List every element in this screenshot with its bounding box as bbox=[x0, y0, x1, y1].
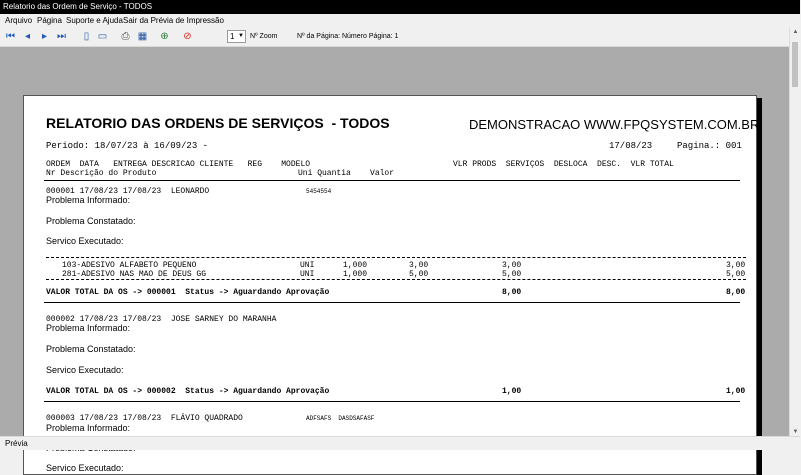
item-total: 3,00 bbox=[726, 261, 746, 270]
single-page-icon[interactable]: ▯ bbox=[83, 31, 90, 42]
scrollbar-thumb[interactable] bbox=[792, 42, 798, 87]
report-page bbox=[23, 95, 760, 475]
zoom-label: Nº Zoom bbox=[250, 33, 278, 40]
page-number-label: Nº da Página: Número Página: 1 bbox=[297, 33, 399, 40]
close-preview-icon[interactable]: ⊘ bbox=[183, 31, 192, 42]
column-header-2: Nr Descrição do Produto bbox=[46, 169, 157, 178]
problema-informado-label: Problema Informado: bbox=[46, 323, 131, 333]
item-val: 3,00 bbox=[409, 261, 429, 270]
problema-informado-label: Problema Informado: bbox=[46, 195, 131, 205]
items-divider-bottom bbox=[46, 279, 746, 280]
item-desc: 103-ADESIVO ALFABETO PEQUENO bbox=[62, 261, 197, 270]
scroll-up-icon[interactable]: ▲ bbox=[792, 29, 799, 35]
column-header-1: ORDEM DATA ENTREGA DESCRICAO CLIENTE REG MODELO bbox=[46, 160, 311, 169]
status-text: Prévia bbox=[5, 439, 28, 448]
item-prods: 3,00 bbox=[502, 261, 522, 270]
problema-constatado-label: Problema Constatado: bbox=[46, 344, 136, 354]
order-line: 000003 17/08/23 17/08/23 FLÁVIO QUADRADO bbox=[46, 414, 243, 423]
last-page-icon[interactable]: ⏭ bbox=[57, 31, 66, 42]
zoom-value: 1 bbox=[230, 32, 235, 41]
window-title-bar bbox=[0, 0, 800, 14]
order-sum-total: 1,00 bbox=[726, 387, 746, 396]
order-sum-prods: 8,00 bbox=[502, 288, 522, 297]
column-header-2b: Uni Quantia Valor bbox=[298, 169, 395, 178]
column-header-1b: VLR PRODS SERVIÇOS DESLOCA DESC. VLR TOTAL bbox=[453, 160, 674, 169]
order-line: 000002 17/08/23 17/08/23 JOSE SARNEY DO MARANHA bbox=[46, 315, 277, 324]
menu-arquivo[interactable]: Arquivo bbox=[5, 16, 33, 25]
export-icon[interactable]: ⊕ bbox=[160, 31, 169, 42]
order-line: 000001 17/08/23 17/08/23 LEONARDO bbox=[46, 187, 210, 196]
item-uni: UNI bbox=[300, 270, 315, 279]
report-date: 17/08/23 bbox=[609, 141, 653, 151]
item-qty: 1,000 bbox=[343, 261, 368, 270]
report-page-number: Pagina.: 001 bbox=[677, 141, 742, 151]
order-summary: VALOR TOTAL DA OS -> 000001 Status -> Aguardando Aprovação bbox=[46, 288, 330, 297]
servico-executado-label: Servico Executado: bbox=[46, 236, 124, 246]
problema-constatado-label: Problema Constatado: bbox=[46, 216, 136, 226]
servico-executado-label: Servico Executado: bbox=[46, 365, 124, 375]
item-desc: 281-ADESIVO NAS MAO DE DEUS GG bbox=[62, 270, 207, 279]
order-summary: VALOR TOTAL DA OS -> 000002 Status -> Aguardando Aprovação bbox=[46, 387, 330, 396]
order-sum-total: 8,00 bbox=[726, 288, 746, 297]
company-name: DEMONSTRACAO WWW.FPQSYSTEM.COM.BR bbox=[469, 117, 760, 132]
header-divider bbox=[44, 180, 740, 181]
toolbar bbox=[0, 27, 800, 47]
item-uni: UNI bbox=[300, 261, 315, 270]
order-sum-prods: 1,00 bbox=[502, 387, 522, 396]
menu-bar bbox=[0, 14, 800, 27]
status-bar bbox=[0, 436, 800, 450]
items-divider-top bbox=[46, 257, 746, 258]
servico-executado-label: Servico Executado: bbox=[46, 463, 124, 473]
vertical-scrollbar[interactable] bbox=[789, 28, 800, 436]
printer-icon[interactable]: ⎙ bbox=[121, 31, 130, 42]
item-qty: 1,000 bbox=[343, 270, 368, 279]
previous-page-icon[interactable]: ◂ bbox=[24, 31, 31, 42]
two-pages-icon[interactable]: ▭ bbox=[97, 31, 108, 42]
window-title: Relatorio das Ordem de Serviço - TODOS bbox=[3, 2, 153, 11]
order-divider bbox=[44, 401, 740, 402]
report-period: Periodo: 18/07/23 à 16/09/23 - bbox=[46, 141, 209, 151]
report-title: RELATORIO DAS ORDENS DE SERVIÇOS - TODOS bbox=[46, 115, 390, 131]
chevron-down-icon: ▼ bbox=[238, 33, 244, 39]
order-reg: ADFSAFS DASDSAFASF bbox=[306, 415, 375, 422]
order-divider bbox=[44, 302, 740, 303]
zoom-select[interactable] bbox=[227, 30, 246, 43]
next-page-icon[interactable]: ▸ bbox=[41, 31, 48, 42]
scroll-down-icon[interactable]: ▼ bbox=[792, 429, 799, 435]
item-prods: 5,00 bbox=[502, 270, 522, 279]
order-reg: 5454554 bbox=[306, 188, 332, 195]
item-total: 5,00 bbox=[726, 270, 746, 279]
first-page-icon[interactable]: ⏮ bbox=[6, 31, 15, 42]
page-setup-icon[interactable]: ▦ bbox=[137, 31, 148, 42]
item-val: 5,00 bbox=[409, 270, 429, 279]
problema-informado-label: Problema Informado: bbox=[46, 423, 131, 433]
menu-pagina[interactable]: Página bbox=[37, 16, 62, 25]
menu-suporte-ajuda[interactable]: Suporte e Ajuda bbox=[66, 16, 123, 25]
menu-sair-previa[interactable]: Sair da Prévia de Impressão bbox=[123, 16, 224, 25]
